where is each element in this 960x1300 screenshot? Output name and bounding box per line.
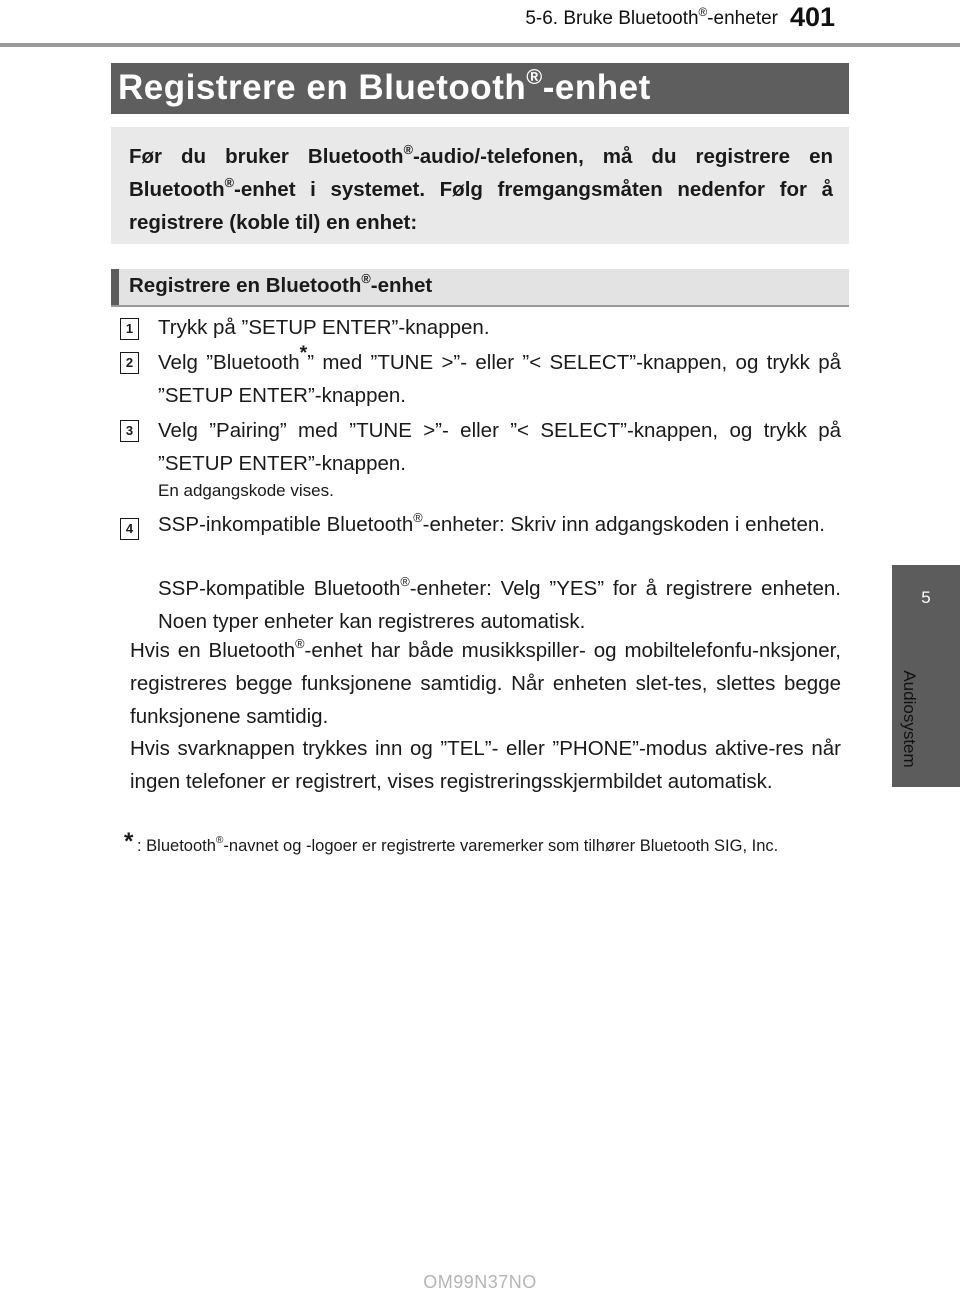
intro-part: Før du bruker Bluetooth xyxy=(129,145,404,168)
watermark: OM99N37NO xyxy=(423,1272,537,1292)
intro-box xyxy=(111,127,849,244)
step-4-part: SSP-kompatible Bluetooth xyxy=(158,577,401,600)
section-heading-suffix: -enhet xyxy=(370,274,433,297)
step-3-text: Velg ”Pairing” med ”TUNE >”- eller ”< SELECT”-knappen, og trykk på ”SETUP ENTER”-knappen. xyxy=(158,419,841,475)
chapter-label-text: Audiosystem xyxy=(900,670,919,768)
registered-mark: ® xyxy=(403,141,413,157)
header-rule xyxy=(0,43,960,47)
step-number-4: 4 xyxy=(120,518,139,540)
step-3-note: En adgangskode vises. xyxy=(158,481,334,500)
paragraph-part: Hvis en Bluetooth xyxy=(130,639,296,662)
step-2-part: ” med ”TUNE >”- eller ”< SELECT”-knappen, og trykk på ”SETUP ENTER”-knappen. xyxy=(158,351,842,407)
section-heading-label: Registrere en Bluetooth xyxy=(129,274,362,297)
step-1-text: Trykk på ”SETUP ENTER”-knappen. xyxy=(158,316,490,339)
intro-part: -enhet i systemet. Følg fremgangsmåten nedenfor for å registrere (koble til) en enhet: xyxy=(129,178,833,234)
registered-mark: ® xyxy=(295,635,305,651)
section-heading xyxy=(111,269,849,307)
step-4-text-a xyxy=(158,508,841,541)
chapter-tab-number: 5 xyxy=(921,588,931,607)
intro-part: -audio/-telefonen, må du registrere en Bluetooth xyxy=(129,145,833,201)
registered-mark: ® xyxy=(400,573,410,589)
chapter-label xyxy=(896,659,922,779)
step-number-1: 1 xyxy=(120,318,139,340)
paragraph-part: -enhet har både musikkspiller- og mobiltelefonfu-nksjoner, registreres begge funksjonene samtidig. Når enheten slet-tes, slettes begge funksjonene samtidig. xyxy=(130,639,841,728)
intro-text xyxy=(129,140,833,239)
step-4-text-b xyxy=(158,572,841,638)
header-section-suffix: -enheter xyxy=(707,8,778,29)
footnote-part: : Bluetooth xyxy=(137,837,216,855)
page-title-bar xyxy=(111,63,849,114)
registered-mark: ® xyxy=(224,174,235,190)
step-4-part: -enheter: Skriv inn adgangskoden i enheten. xyxy=(422,513,825,536)
registered-mark: ® xyxy=(526,64,543,90)
section-heading-bar xyxy=(111,269,119,305)
registered-mark: ® xyxy=(361,270,371,286)
footnote xyxy=(137,833,841,860)
registered-mark: ® xyxy=(698,5,708,19)
registered-mark: ® xyxy=(413,509,423,525)
step-4-part: SSP-inkompatible Bluetooth xyxy=(158,513,414,536)
page-title xyxy=(118,64,651,108)
step-4-part: -enheter: Velg ”YES” for å registrere enheten. Noen typer enheter kan registreres automatisk. xyxy=(158,577,841,633)
footnote-part: -navnet og -logoer er registrerte varemerker som tilhører Bluetooth SIG, Inc. xyxy=(223,837,779,855)
page-title-suffix: -enhet xyxy=(542,68,651,107)
step-number-2: 2 xyxy=(120,352,139,374)
step-number-3: 3 xyxy=(120,420,139,442)
header-section-text: 5-6. Bruke Bluetooth xyxy=(525,8,699,29)
footnote-star: * xyxy=(124,828,134,855)
registered-mark: ® xyxy=(215,835,224,847)
page-number: 401 xyxy=(790,2,836,32)
footnote-marker: * xyxy=(299,342,308,365)
info-paragraph-2: Hvis svarknappen trykkes inn og ”TEL”- eller ”PHONE”-modus aktive-res når ingen telefoner er registrert, vises registreringsskjermbildet automatisk. xyxy=(130,737,841,793)
info-paragraph-1 xyxy=(130,634,841,733)
section-heading-text xyxy=(129,270,433,298)
step-2-text xyxy=(158,342,842,412)
page-title-text: Registrere en Bluetooth xyxy=(118,68,527,107)
step-2-part: Velg ”Bluetooth xyxy=(158,351,300,374)
running-header-section xyxy=(0,5,778,30)
